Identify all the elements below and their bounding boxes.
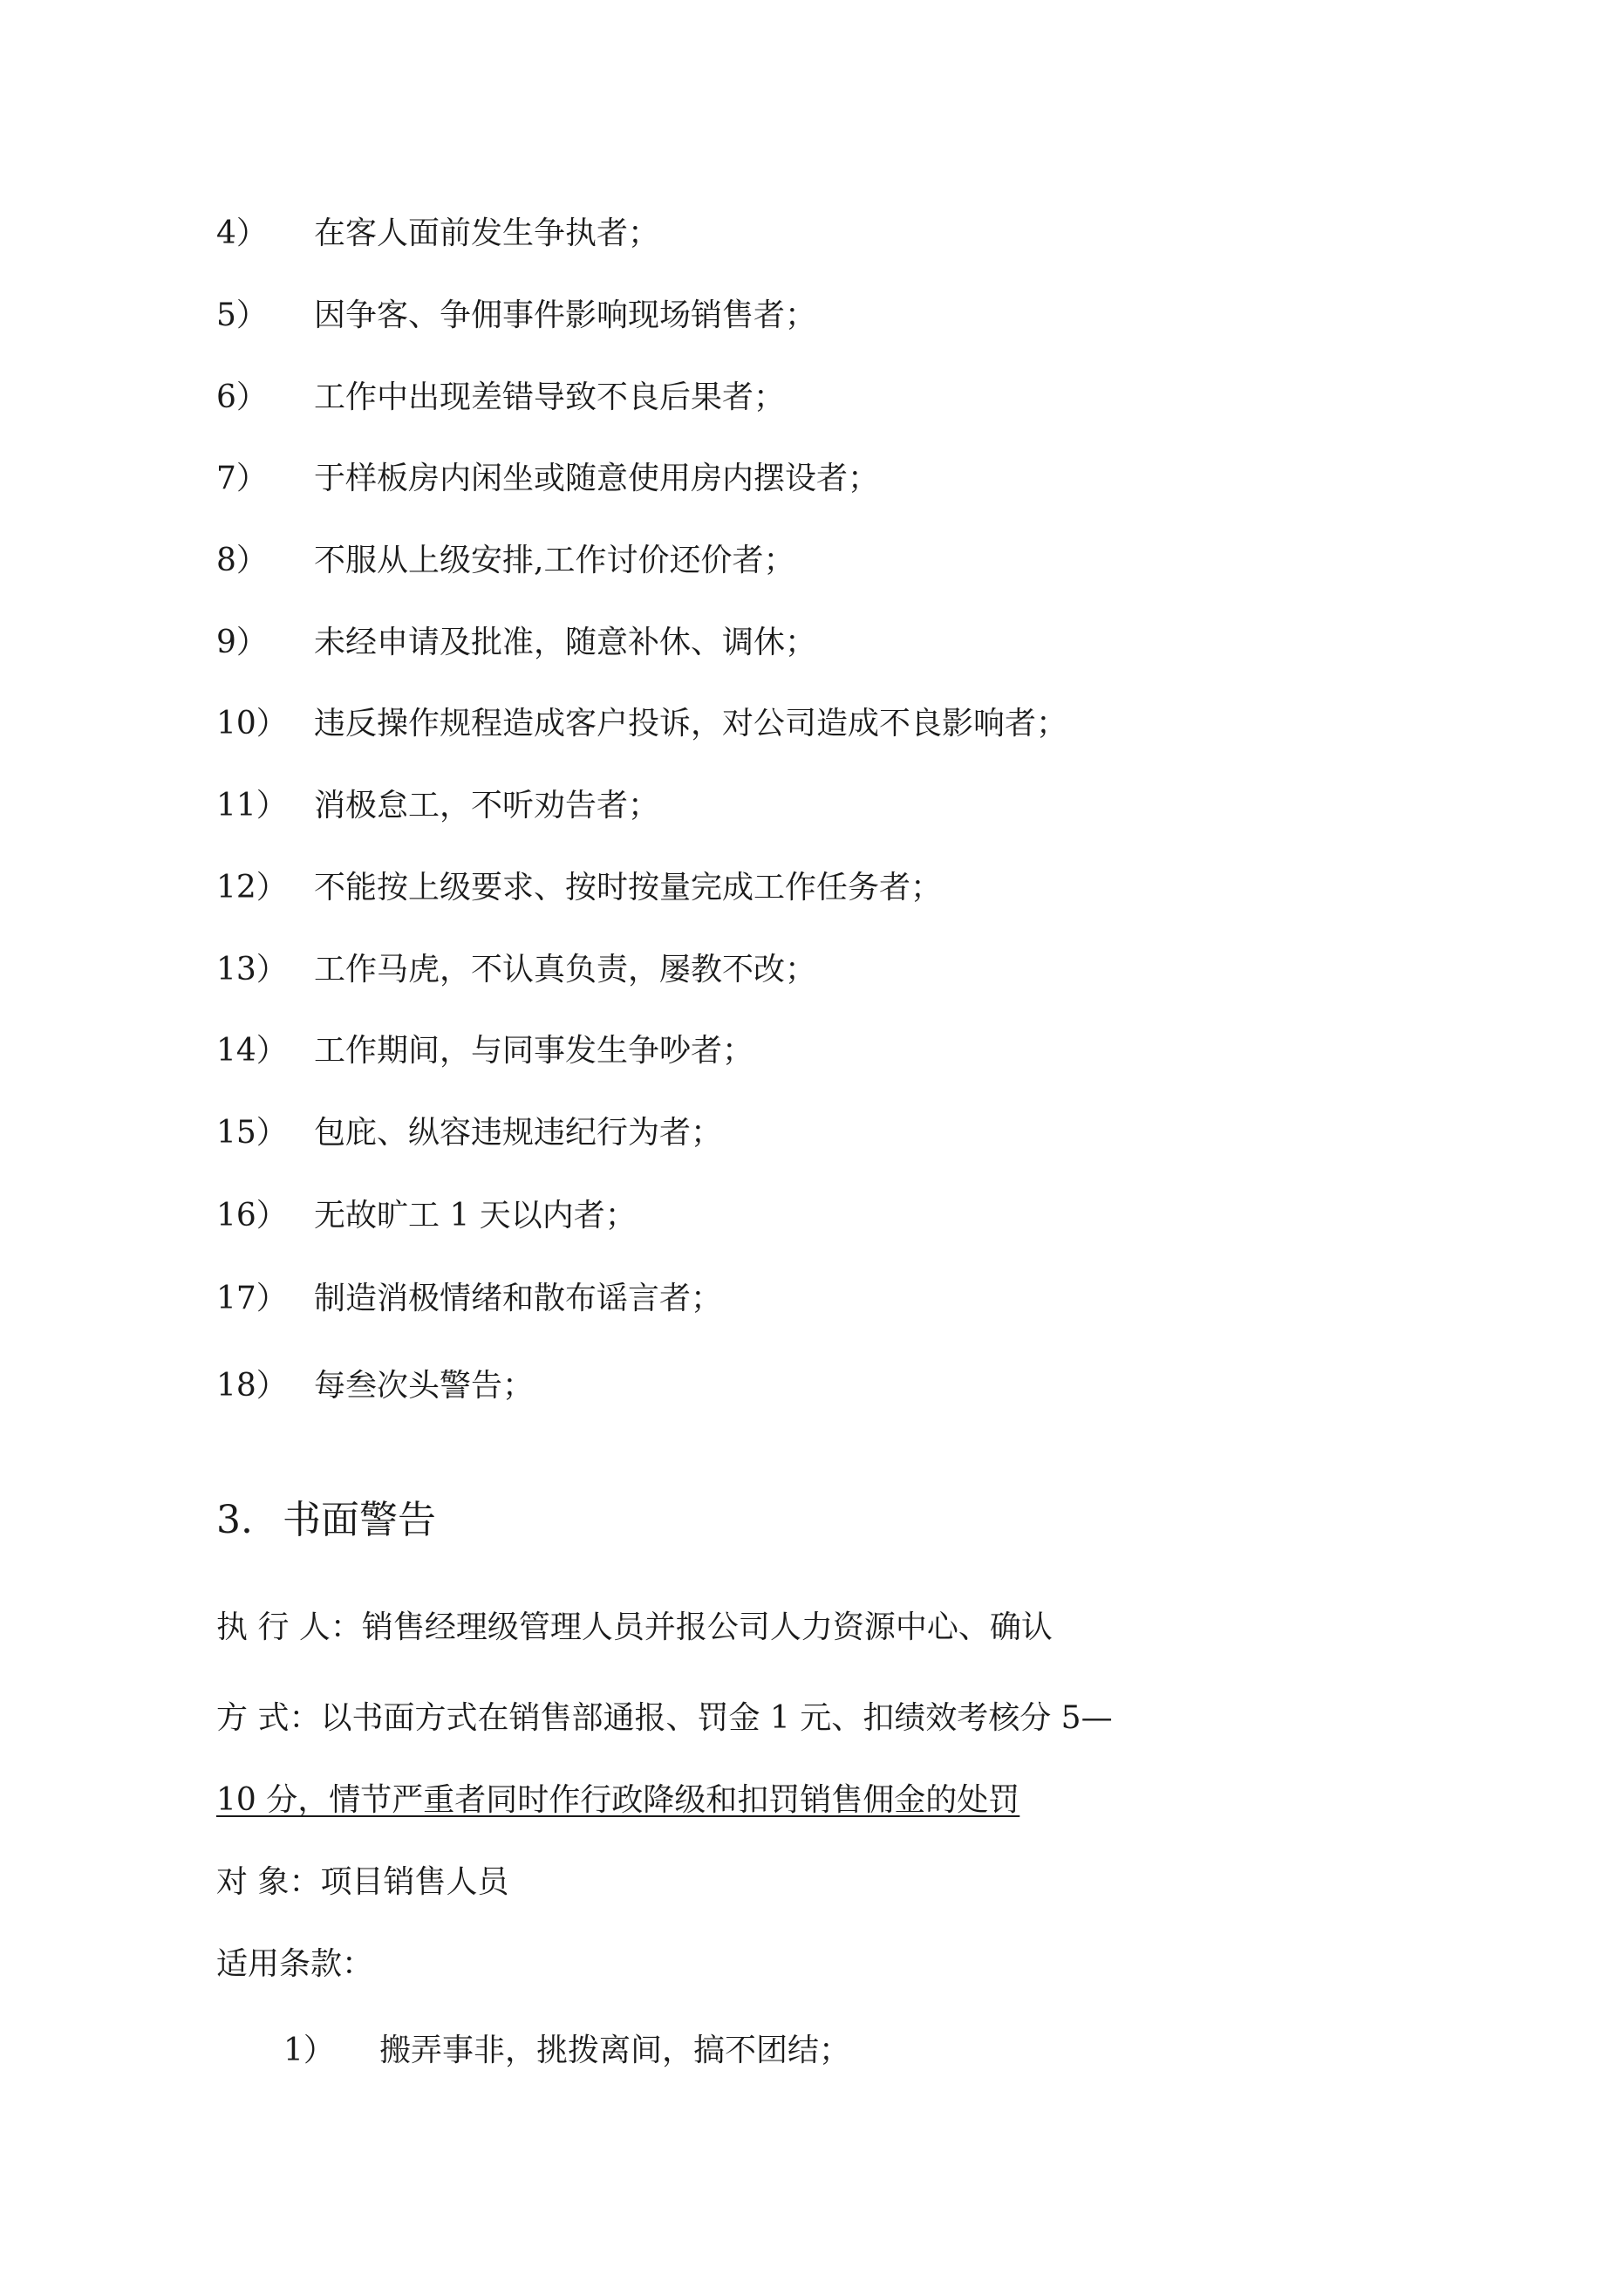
list-item-number: 9） bbox=[216, 625, 268, 660]
list-item-text: 制造消极情绪和散布谣言者； bbox=[314, 1281, 723, 1316]
list-item-number: 4） bbox=[216, 215, 268, 251]
list-item-text: 每叁次头警告； bbox=[314, 1368, 535, 1404]
section-number: 3. bbox=[216, 1498, 253, 1542]
list-item-text: 消极怠工，不听劝告者； bbox=[314, 788, 660, 823]
list-item-number: 18） bbox=[216, 1368, 288, 1404]
list-item-text: 不能按上级要求、按时按量完成工作任务者； bbox=[314, 870, 943, 905]
list-item-number: 8） bbox=[216, 543, 268, 578]
executor-line: 执 行 人：销售经理级管理人员并报公司人力资源中心、确认 bbox=[216, 1609, 1053, 1645]
section-title: 书面警告 bbox=[282, 1498, 436, 1542]
list-item-number: 13） bbox=[216, 952, 288, 987]
list-item-number: 11） bbox=[216, 788, 288, 823]
list-item-number: 15） bbox=[216, 1115, 288, 1151]
list-item-text: 违反操作规程造成客户投诉，对公司造成不良影响者； bbox=[314, 706, 1068, 741]
list-item-text: 包庇、纵容违规违纪行为者； bbox=[314, 1115, 723, 1151]
list-item-number: 1） bbox=[283, 2033, 335, 2068]
list-item-number: 12） bbox=[216, 870, 288, 905]
list-item-text: 工作中出现差错导致不良后果者； bbox=[314, 379, 786, 415]
section-heading bbox=[216, 1494, 436, 1547]
list-item-text: 因争客、争佣事件影响现场销售者； bbox=[314, 297, 817, 333]
list-item-text: 不服从上级安排,工作讨价还价者； bbox=[314, 543, 795, 578]
method-line-2: 10 分，情节严重者同时作行政降级和扣罚销售佣金的处罚 bbox=[216, 1782, 1020, 1818]
list-item-number: 6） bbox=[216, 379, 268, 415]
list-item-number: 14） bbox=[216, 1033, 288, 1069]
list-item-number: 16） bbox=[216, 1198, 288, 1233]
list-item-text: 工作马虎，不认真负责，屡教不改； bbox=[314, 952, 817, 987]
list-item-text: 在客人面前发生争执者； bbox=[314, 215, 660, 251]
list-item-text: 工作期间，与同事发生争吵者； bbox=[314, 1033, 754, 1069]
clauses-label: 适用条款： bbox=[216, 1946, 374, 1982]
list-item-number: 7） bbox=[216, 461, 268, 496]
list-item-number: 10） bbox=[216, 706, 288, 741]
target-line: 对 象：项目销售人员 bbox=[216, 1864, 509, 1900]
list-item-text: 无故旷工 1 天以内者； bbox=[314, 1198, 637, 1233]
list-item-number: 5） bbox=[216, 297, 268, 333]
list-item-number: 17） bbox=[216, 1281, 288, 1316]
list-item-text: 搬弄事非，挑拨离间，搞不团结； bbox=[379, 2033, 851, 2068]
method-line-1: 方 式：以书面方式在销售部通报、罚金 1 元、扣绩效考核分 5— bbox=[216, 1700, 1113, 1736]
list-item-text: 未经申请及批准，随意补休、调休； bbox=[314, 625, 817, 660]
list-item-text: 于样板房内闲坐或随意使用房内摆设者； bbox=[314, 461, 880, 496]
